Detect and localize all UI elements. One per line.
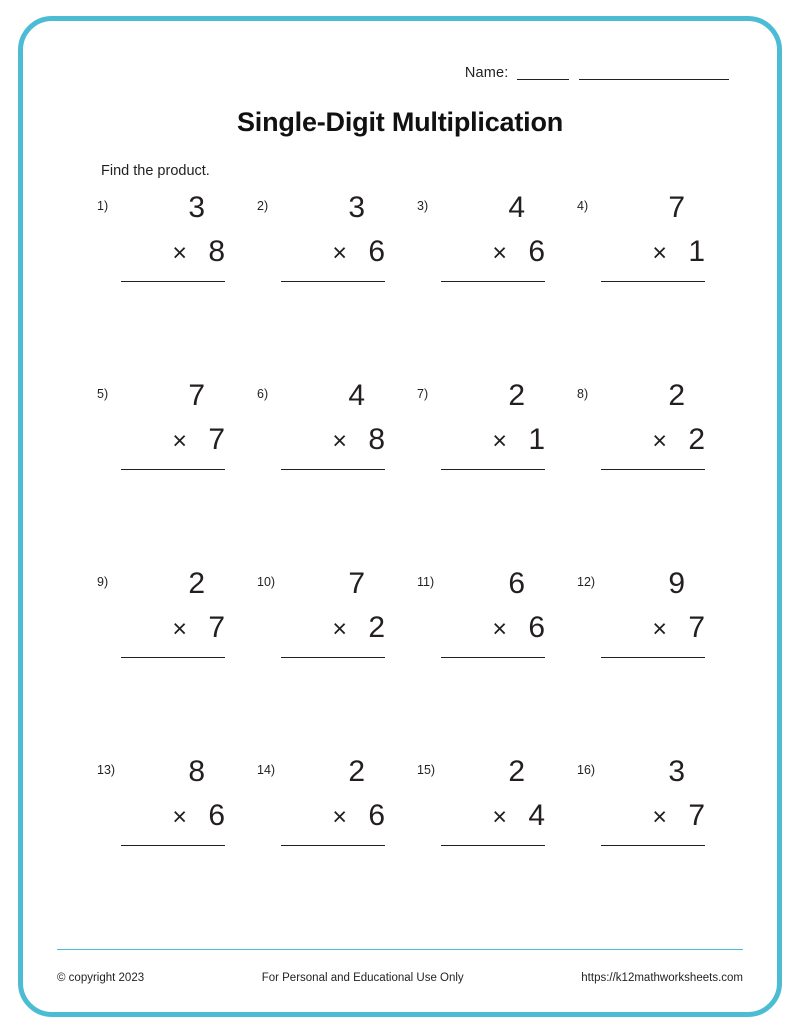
answer-rule [441,281,545,282]
multiply-operator: × [492,427,507,455]
multiplicand-row [441,755,545,799]
multiplier-row [121,235,225,279]
multiply-operator: × [492,803,507,831]
problem-stack [441,379,545,470]
multiplier: 2 [368,611,385,644]
footer-website: https://k12mathworksheets.com [581,972,743,984]
multiplicand-row [121,567,225,611]
problems-grid [87,187,727,939]
problem-item [407,563,567,751]
problem-number: 2) [257,199,269,213]
answer-rule [121,657,225,658]
multiplier: 6 [528,235,545,268]
multiplicand: 9 [668,567,685,600]
multiplicand: 8 [188,755,205,788]
multiplicand-row [601,379,705,423]
problem-number: 13) [97,763,116,777]
problem-item [567,187,727,375]
problem-item [87,751,247,939]
multiplier: 8 [208,235,225,268]
multiplier: 8 [368,423,385,456]
multiplier-row [121,423,225,467]
problem-item [247,375,407,563]
problem-number: 7) [417,387,429,401]
multiplicand-row [281,379,385,423]
multiplier-row [441,799,545,843]
name-blank-short[interactable] [517,79,569,80]
problem-stack [121,567,225,658]
multiplicand: 7 [348,567,365,600]
multiplier-row [441,423,545,467]
multiply-operator: × [332,615,347,643]
multiply-operator: × [332,427,347,455]
footer [57,972,743,984]
problem-stack [441,755,545,846]
multiplier-row [281,423,385,467]
multiplicand: 3 [348,191,365,224]
multiplier-row [441,611,545,655]
problem-number: 8) [577,387,589,401]
multiplier: 4 [528,799,545,832]
multiply-operator: × [652,427,667,455]
multiplicand: 3 [668,755,685,788]
multiplicand: 2 [188,567,205,600]
multiply-operator: × [652,615,667,643]
problem-stack [121,191,225,282]
problem-stack [281,567,385,658]
instruction-text: Find the product. [101,163,210,179]
answer-rule [601,845,705,846]
problem-number: 6) [257,387,269,401]
multiply-operator: × [172,803,187,831]
footer-copyright: © copyright 2023 [57,972,145,984]
multiplicand-row [281,567,385,611]
answer-rule [441,657,545,658]
multiplier-row [121,611,225,655]
multiply-operator: × [172,427,187,455]
answer-rule [601,469,705,470]
multiplier-row [441,235,545,279]
multiply-operator: × [492,239,507,267]
multiplicand: 2 [508,755,525,788]
multiplier-row [601,235,705,279]
multiplicand: 7 [668,191,685,224]
multiplicand: 4 [348,379,365,412]
multiplier: 1 [528,423,545,456]
multiplier: 7 [208,423,225,456]
multiplier: 1 [688,235,705,268]
problem-item [407,187,567,375]
answer-rule [441,469,545,470]
problem-item [87,563,247,751]
answer-rule [121,281,225,282]
multiplier: 6 [368,235,385,268]
problem-stack [601,379,705,470]
problem-item [407,375,567,563]
problem-number: 4) [577,199,589,213]
problem-number: 11) [417,575,435,589]
problem-number: 14) [257,763,276,777]
answer-rule [281,845,385,846]
problem-stack [281,191,385,282]
problem-item [247,751,407,939]
multiplier-row [281,799,385,843]
problem-item [87,187,247,375]
multiply-operator: × [172,239,187,267]
problem-item [407,751,567,939]
answer-rule [441,845,545,846]
problem-item [247,187,407,375]
problem-number: 3) [417,199,429,213]
problem-stack [121,755,225,846]
problem-number: 10) [257,575,276,589]
multiplicand: 2 [508,379,525,412]
answer-rule [281,657,385,658]
problem-stack [601,191,705,282]
answer-rule [121,469,225,470]
name-label: Name: [464,65,509,81]
problem-number: 9) [97,575,109,589]
multiplier-row [121,799,225,843]
problem-item [567,563,727,751]
problem-stack [281,379,385,470]
multiplicand-row [601,191,705,235]
multiply-operator: × [332,239,347,267]
multiply-operator: × [652,239,667,267]
problem-stack [601,567,705,658]
multiplicand-row [441,567,545,611]
name-blank-long[interactable] [579,79,729,80]
multiplicand-row [601,755,705,799]
multiplicand: 7 [188,379,205,412]
footer-usage-note: For Personal and Educational Use Only [261,972,464,984]
page-title: Single-Digit Multiplication [236,107,564,137]
problem-stack [121,379,225,470]
problem-item [567,375,727,563]
problem-number: 12) [577,575,596,589]
multiplicand-row [121,379,225,423]
multiply-operator: × [332,803,347,831]
multiplicand-row [601,567,705,611]
multiplier-row [281,611,385,655]
multiplier-row [281,235,385,279]
multiplier-row [601,611,705,655]
multiplicand-row [121,191,225,235]
problem-item [247,563,407,751]
multiply-operator: × [652,803,667,831]
multiplicand-row [281,755,385,799]
multiplier-row [601,799,705,843]
multiply-operator: × [172,615,187,643]
name-field[interactable] [465,65,729,81]
multiplicand-row [441,379,545,423]
multiplicand: 2 [668,379,685,412]
multiplier: 7 [688,611,705,644]
problem-stack [601,755,705,846]
answer-rule [601,281,705,282]
footer-divider [57,949,743,950]
problem-stack [441,191,545,282]
multiplier: 2 [688,423,705,456]
multiplier: 6 [368,799,385,832]
problem-number: 1) [97,199,109,213]
answer-rule [281,281,385,282]
multiplier-row [601,423,705,467]
problem-number: 15) [417,763,436,777]
multiplicand: 6 [508,567,525,600]
problem-item [87,375,247,563]
multiplicand: 2 [348,755,365,788]
multiplier: 7 [208,611,225,644]
problem-item [567,751,727,939]
multiplier: 6 [208,799,225,832]
answer-rule [281,469,385,470]
problem-number: 5) [97,387,109,401]
problem-stack [281,755,385,846]
multiplicand-row [441,191,545,235]
multiplier: 7 [688,799,705,832]
multiplier: 6 [528,611,545,644]
multiplicand: 3 [188,191,205,224]
multiplicand: 4 [508,191,525,224]
multiplicand-row [281,191,385,235]
multiplicand-row [121,755,225,799]
worksheet-sheet [18,16,782,1017]
multiply-operator: × [492,615,507,643]
problem-stack [441,567,545,658]
problem-number: 16) [577,763,596,777]
answer-rule [121,845,225,846]
answer-rule [601,657,705,658]
